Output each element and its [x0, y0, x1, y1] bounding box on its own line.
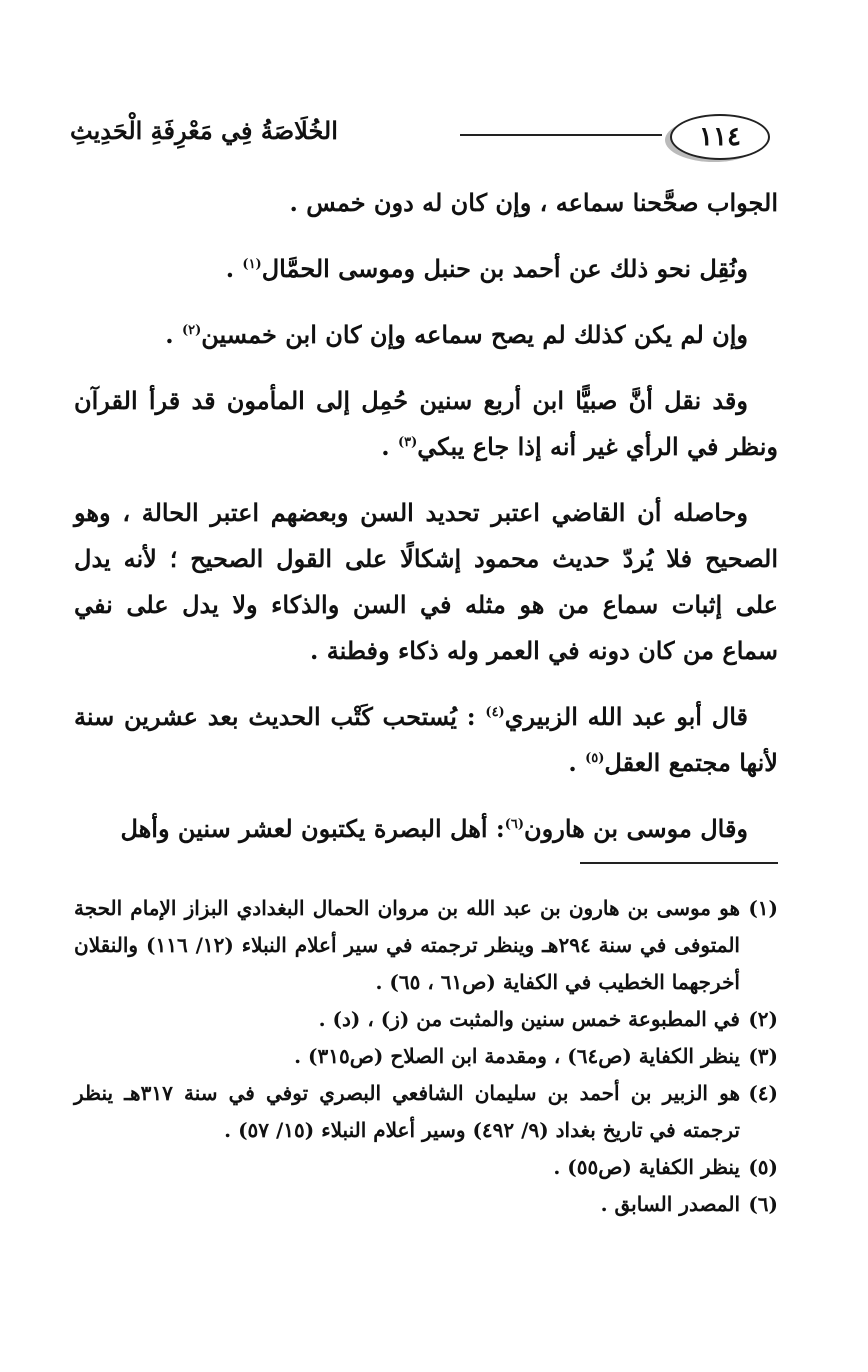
footnote-marker: (٣): [397, 435, 418, 450]
footnote-3: (٣) ينظر الكفاية (ص٦٤) ، ومقدمة ابن الصلاح (ص٣١٥) .: [74, 1038, 778, 1075]
footnote-number: (٢): [748, 1007, 778, 1031]
footnote-1: (١) هو موسى بن هارون بن عبد الله بن مروان الحمال البغدادي البزاز الإمام الحجة المتوفى في سنة ٢٩٤هـ وينظر ترجمته في سير أعلام النبلاء (١٢/ ١١٦) والنقلان أخرجهما الخطيب في الكفاية (ص٦١ ، ٦٥) .: [74, 890, 778, 1001]
header-rule: [460, 134, 662, 136]
footnote-marker: (٦): [504, 817, 525, 832]
footnote-marker: (١): [242, 257, 262, 272]
main-text: [74, 180, 778, 872]
page-header: [70, 110, 770, 160]
running-title: الخُلَاصَةُ فِي مَعْرِفَةِ الْحَدِيثِ: [70, 116, 338, 145]
footnote-marker: (٤): [485, 705, 505, 720]
footnotes: [74, 890, 778, 1223]
footnote-number: (١): [748, 896, 778, 920]
page-number: ١١٤: [670, 114, 770, 160]
paragraph-5: وحاصله أن القاضي اعتبر تحديد السن وبعضهم اعتبر الحالة ، وهو الصحيح فلا يُردّ حديث محمود إشكالًا على القول الصحيح ؛ لأنه يدل على إثبات سماع من هو مثله في السن والذكاء ولا يدل على نفي سماع من كان دونه في العمر وله ذكاء وفطنة .: [74, 498, 778, 665]
footnote-number: (٣): [748, 1044, 778, 1068]
paragraph-1: الجواب صحَّحنا سماعه ، وإن كان له دون خمس .: [289, 188, 778, 217]
paragraph-3: وإن لم يكن كذلك لم يصح سماعه وإن كان ابن خمسين$^{(٢)}$ .: [165, 320, 748, 349]
footnote-4: (٤) هو الزبير بن أحمد بن سليمان الشافعي البصري توفي في سنة ٣١٧هـ ينظر ترجمته في تاريخ بغداد (٩/ ٤٩٢) وسير أعلام النبلاء (١٥/ ٥٧) .: [74, 1075, 778, 1149]
footnote-marker: (٥): [585, 751, 605, 766]
footnote-5: (٥) ينظر الكفاية (ص٥٥) .: [74, 1149, 778, 1186]
footnote-marker: (٢): [181, 323, 202, 338]
footnote-2: (٢) في المطبوعة خمس سنين والمثبت من (ز) ، (د) .: [74, 1001, 778, 1038]
paragraph-6: قال أبو عبد الله الزبيري$^{(٤)}$ : يُستحب كَتْب الحديث بعد عشرين سنة لأنها مجتمع العقل$^{(٥)}$ .: [74, 702, 778, 777]
footnote-separator: [580, 862, 778, 864]
footnote-number: (٥): [748, 1155, 778, 1179]
paragraph-2: ونُقِل نحو ذلك عن أحمد بن حنبل وموسى الحمَّال$^{(١)}$ .: [225, 254, 748, 283]
paragraph-4: وقد نقل أنَّ صبيًّا ابن أربع سنين حُمِل إلى المأمون قد قرأ القرآن ونظر في الرأي غير أنه إذا جاع يبكي$^{(٣)}$ .: [74, 386, 778, 461]
footnote-6: (٦) المصدر السابق .: [74, 1186, 778, 1223]
footnote-number: (٤): [748, 1081, 778, 1105]
footnote-number: (٦): [748, 1192, 778, 1216]
paragraph-7: وقال موسى بن هارون$^{(٦)}$: أهل البصرة يكتبون لعشر سنين وأهل: [120, 814, 748, 843]
